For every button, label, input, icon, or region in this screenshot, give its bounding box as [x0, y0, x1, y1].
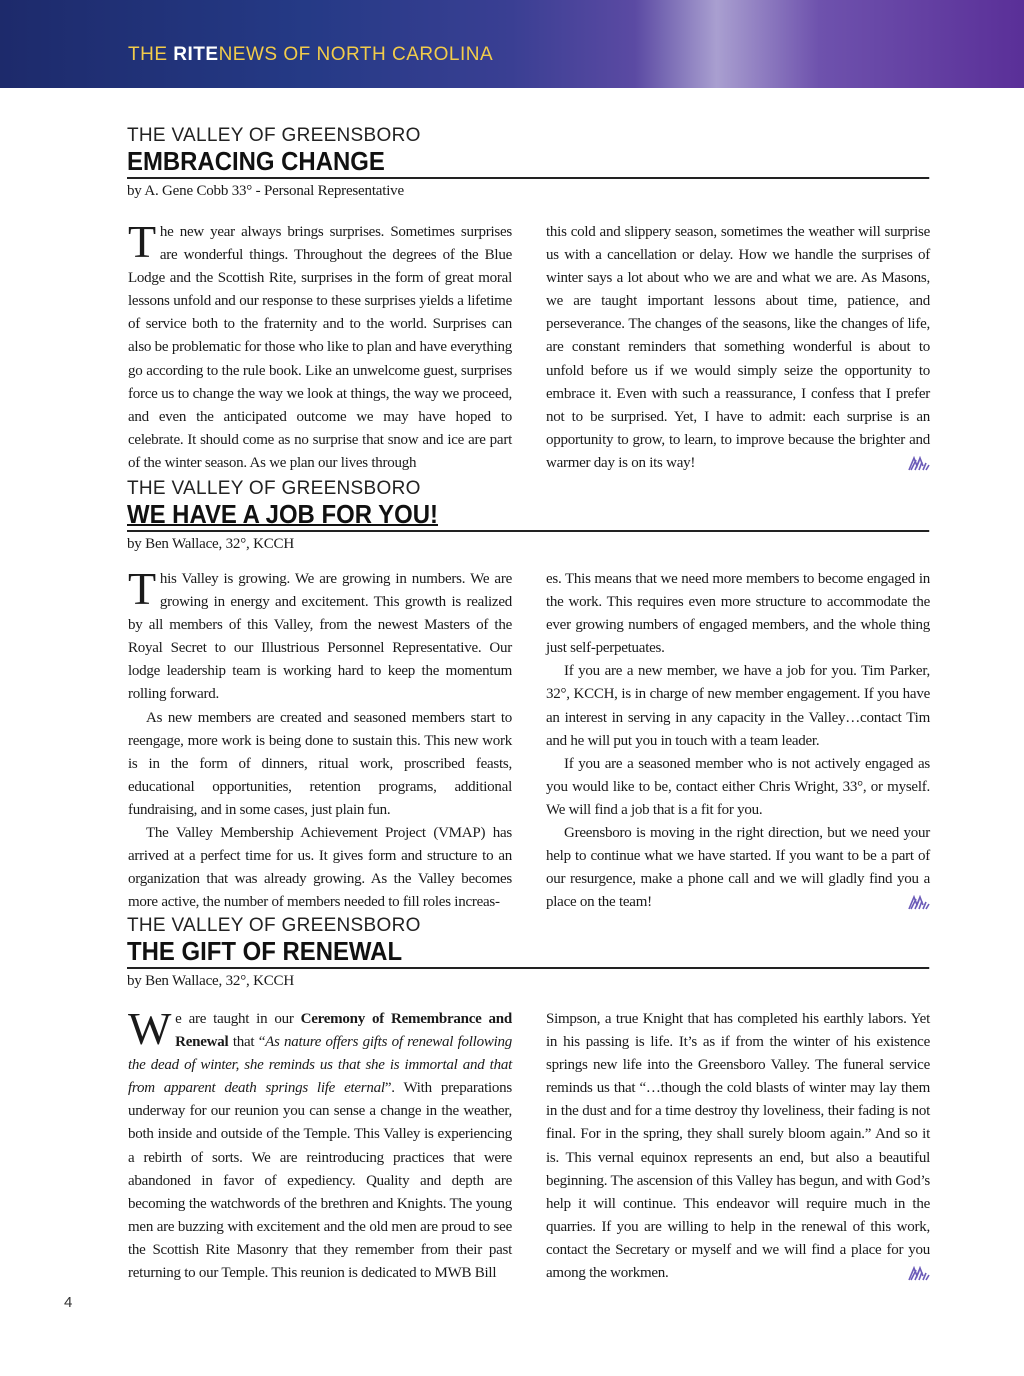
publication-title — [128, 44, 493, 66]
paragraph: As new members are created and seasoned members start to reengage, more work is being done to sustain this. This new work is in the form of dinners, ritual work, proscribed feasts, educational opportunities, retention programs, additional fundraising, and in some cases, just plain fun. — [128, 709, 512, 818]
paragraph: es. This means that we need more members to become engaged in the work. This requires even more structure to accommodate the ever growing numbers of engaged members, and the whole thing just self-perpetuates. — [546, 571, 930, 657]
paragraph: Simpson, a true Knight that has completed his earthly labors. Yet in his passing is life. It’s as if from the winter of his existence springs new life into the Greensboro Valley. The funeral service reminds us that “…though the cold blasts of winter may lay them in the dust and for a time destroy thy loveliness, their fading is not final. For in the spring, they shall surely bloom again.” And so it is. This vernal equinox represents an end, but also a beautiful beginning. The ascension of this Valley has begun, and with God’s help it will continue. This endeavor will require much in the quarries. If you are willing to help in the renewal of this work, contact the Secretary or myself and we will find a place for you among the workmen. — [546, 1011, 930, 1282]
byline: by Ben Wallace, 32°, KCCH — [127, 536, 294, 552]
quotation: As nature offers gifts of renewal following the dead of winter, she reminds us that she is immortal and that from apparent death springs life eternal — [128, 1034, 512, 1097]
paragraph: this cold and slippery season, sometimes the weather will surprise us with a cancellation or delay. How we handle the surprises of winter says a lot about who we are and what we are. As Masons, we are taught important lessons about time, patience, and perseverance. The changes of the seasons, like the changes of life, are constant reminders that something wonderful is about to unfold before us if we would simply seize the opportunity to embrace it. Even with such a reassurance, I confess that I prefer not to be surprised. Yet, I have to admit: each surprise is an opportunity to grow, to learn, to improve because the brighter and warmer day is on its way! — [546, 224, 930, 471]
headline — [127, 500, 929, 532]
column-left — [128, 563, 512, 914]
article-body-embracing-change — [128, 216, 930, 475]
article-header-embracing-change — [127, 125, 929, 201]
dropcap: W — [128, 1003, 172, 1054]
headline: THE GIFT OF RENEWAL — [127, 937, 929, 969]
column-right — [546, 1008, 930, 1285]
article-header-gift-of-renewal — [127, 915, 929, 991]
column-left — [128, 216, 512, 475]
kicker: THE VALLEY OF GREENSBORO — [127, 915, 421, 936]
headline: EMBRACING CHANGE — [127, 147, 929, 179]
paragraph-lead: e are taught in our — [175, 1011, 301, 1027]
byline: by Ben Wallace, 32°, KCCH — [127, 973, 294, 989]
paragraph-mid: that “ — [228, 1034, 266, 1051]
column-left — [128, 1003, 512, 1285]
end-mark-icon — [908, 456, 930, 472]
column-right — [546, 568, 930, 914]
ceremony-title: Ceremony of Remembrance and Renewal — [175, 1011, 512, 1051]
title-suffix: NEWS OF NORTH CAROLINA — [218, 44, 494, 65]
paragraph-rest: ”. With preparations underway for our reunion you can sense a change in the weather, both inside and outside of the Temple. This Valley is experiencing a rebirth of sorts. We are reintroducing practices that were abandoned in favor of expediency. Quality and depth are becoming the watchwords of the brethren and Knights. The young men are buzzing with excitement and the old men are proud to see the Scottish Rite Masonry that they remember from their past returning to our Temple. This reunion is dedicated to MWB Bill — [128, 1080, 512, 1282]
end-mark-icon — [908, 895, 930, 911]
paragraph: If you are a seasoned member who is not actively engaged as you would like to be, contact either Chris Wright, 33°, or myself. We will find a job that is a fit for you. — [546, 755, 930, 818]
paragraph: he new year always brings surprises. Sometimes surprises are wonderful things. Throughout the degrees of the Blue Lodge and the Scottish Rite, surprises in the form of great moral lessons unfold and our response to these surprises yields a lifetime of service both to the fraternity and to the world. Surprises can also be problematic for those who like to plan and have everything go according to the rule book. Like an unwelcome guest, surprises force us to change the way we look at things, the way we proceed, and even the anticipated outcome we may have hoped to celebrate. It should come as no surprise that snow and ice are part of the winter season. As we plan our lives through — [128, 224, 512, 471]
page-number: 4 — [64, 1294, 73, 1311]
kicker: THE VALLEY OF GREENSBORO — [127, 478, 421, 499]
article-body-gift-of-renewal — [128, 1003, 930, 1285]
title-rite: RITE — [173, 44, 219, 65]
article-header-job-for-you — [127, 478, 929, 554]
header-banner — [0, 0, 1024, 88]
byline: by A. Gene Cobb 33° - Personal Representative — [127, 183, 404, 199]
title-prefix: THE — [128, 44, 174, 65]
kicker: THE VALLEY OF GREENSBORO — [127, 125, 421, 146]
paragraph: The Valley Membership Achievement Project (VMAP) has arrived at a perfect time for us. It gives form and structure to an organization that was already growing. As the Valley becomes more active, the number of members needed to fill roles increas- — [128, 825, 512, 911]
dropcap: T — [128, 216, 156, 267]
paragraph: his Valley is growing. We are growing in numbers. We are growing in energy and excitement. This growth is realized by all members of this Valley, from the newest Masters of the Royal Secret to our Illustrious Personnel Representative. Our lodge leadership team is working hard to keep the momentum rolling forward. — [128, 571, 512, 703]
headline-text: WE HAVE A JOB FOR YOU! — [127, 499, 438, 529]
column-right — [546, 221, 930, 475]
paragraph: Greensboro is moving in the right direction, but we need your help to continue what we have started. If you want to be a part of our resurgence, make a phone call and we will gladly find you a place on the team! — [546, 825, 930, 911]
paragraph: If you are a new member, we have a job for you. Tim Parker, 32°, KCCH, is in charge of new member engagement. If you have an interest in serving in any capacity in the Valley…contact Tim and he will put you in touch with a team leader. — [546, 663, 930, 749]
article-body-job-for-you — [128, 563, 930, 914]
end-mark-icon — [908, 1266, 930, 1282]
dropcap: T — [128, 563, 156, 614]
